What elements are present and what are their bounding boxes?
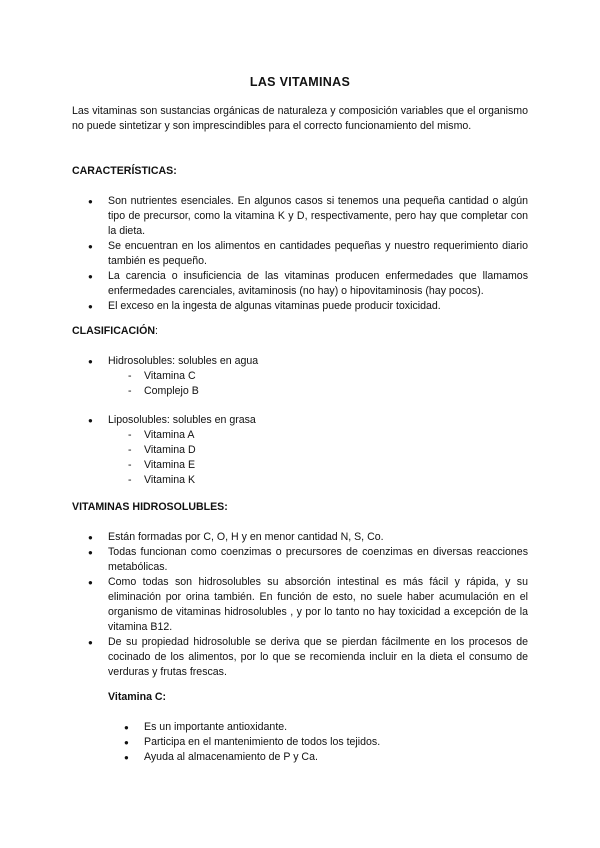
list-item: ● Liposolubles: solubles en grasa — [72, 413, 528, 428]
list-item: ● Hidrosolubles: solubles en agua — [72, 354, 528, 369]
caracteristicas-list — [72, 194, 528, 314]
list-item: ● Es un importante antioxidante. — [108, 720, 528, 735]
list-item: - Vitamina K — [128, 473, 196, 488]
list-item: ● Se encuentran en los alimentos en cantidades pequeñas y nuestro requerimiento diario también es pequeño. — [72, 239, 528, 269]
list-item: ● De su propiedad hidrosoluble se deriva que se pierdan fácilmente en los procesos de cocinado de los alimentos, por lo que se recomienda incluir en la dieta el consumo de verduras y frutas frescas. — [72, 635, 528, 680]
list-item: - Vitamina D — [128, 443, 196, 458]
list-item: - Vitamina C — [128, 369, 199, 384]
list-item: ● Son nutrientes esenciales. En algunos casos si tenemos una pequeña cantidad o algún tipo de precursor, como la vitamina K y D, respectivamente, pero hay que completar con la dieta. — [72, 194, 528, 239]
hidrosolubles-list — [72, 530, 528, 680]
list-item: ● Participa en el mantenimiento de todos los tejidos. — [108, 735, 528, 750]
list-item: - Complejo B — [128, 384, 199, 399]
list-item: ● Están formadas por C, O, H y en menor cantidad N, S, Co. — [72, 530, 528, 545]
page-title: LAS VITAMINAS — [249, 75, 351, 89]
heading-caracteristicas: CARACTERÍSTICAS: — [72, 165, 177, 177]
intro-paragraph: Las vitaminas son sustancias orgánicas de naturaleza y composición variables que el organismo no puede sintetizar y son imprescindibles para el correcto funcionamiento del mismo. — [72, 105, 528, 132]
heading-clasificacion-colon: : — [154, 325, 158, 337]
hidrosolubles-sublist — [128, 369, 199, 399]
vitamina-c-list — [108, 720, 528, 765]
liposolubles-sublist — [128, 428, 196, 488]
heading-clasificacion — [72, 325, 158, 337]
list-item: ● El exceso en la ingesta de algunas vitaminas puede producir toxicidad. — [72, 299, 528, 314]
hidrosolubles-bullet — [72, 354, 528, 369]
list-item: ● La carencia o insuficiencia de las vitaminas producen enfermedades que llamamos enfermedades carenciales, avitaminosis (no hay) o hipovitaminosis (hay pocos). — [72, 269, 528, 299]
list-item: - Vitamina E — [128, 458, 196, 473]
list-item: - Vitamina A — [128, 428, 196, 443]
liposolubles-bullet — [72, 413, 528, 428]
list-item: ● Ayuda al almacenamiento de P y Ca. — [108, 750, 528, 765]
list-item: ● Todas funcionan como coenzimas o precursores de coenzimas en diversas reacciones metabólicas. — [72, 545, 528, 575]
heading-vitaminas-hidrosolubles: VITAMINAS HIDROSOLUBLES: — [72, 501, 228, 513]
heading-vitamina-c: Vitamina C: — [108, 691, 167, 703]
list-item: ● Como todas son hidrosolubles su absorción intestinal es más fácil y rápida, y su eliminación por orina también. En función de esto, no suele haber acumulación en el organismo de vitaminas hidrosolubles , y por lo tanto no hay toxicidad a excepción de la vitamina B12. — [72, 575, 528, 635]
heading-clasificacion-text: CLASIFICACIÓN — [72, 325, 155, 337]
